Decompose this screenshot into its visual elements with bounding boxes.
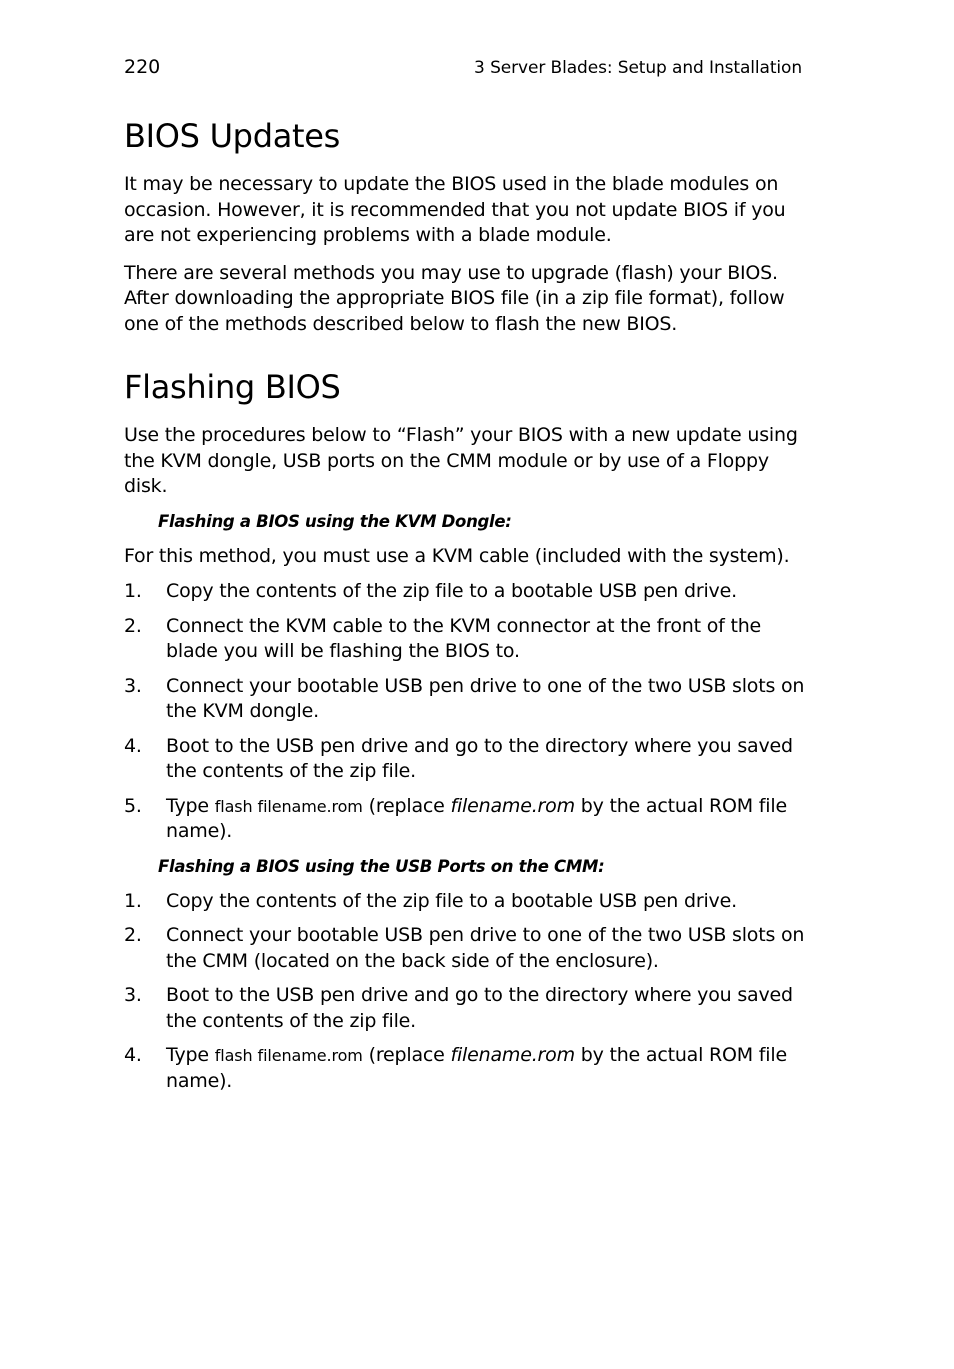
step-text: Copy the contents of the zip file to a bootable USB pen drive.	[166, 889, 737, 912]
step-text-lead: Type	[166, 794, 215, 817]
list-item	[124, 983, 814, 1034]
section-title-bios-updates: BIOS Updates	[124, 117, 341, 155]
step-text-mid: (replace	[362, 1044, 451, 1066]
step-text-tail: by the actual ROM file name).	[166, 1044, 787, 1092]
step-text-mid: (replace	[362, 794, 451, 817]
list-item	[124, 614, 814, 665]
flashing-bios-intro: Use the procedures below to “Flash” your BIOS with a new update using the KVM dongle, USB ports on the CMM module or by use of a Floppy disk.	[124, 424, 798, 497]
step-number: 1.	[124, 580, 142, 602]
step-text-lead: Type	[166, 1044, 215, 1066]
list-item	[124, 889, 814, 915]
subheading-kvm-dongle: Flashing a BIOS using the KVM Dongle:	[158, 511, 512, 531]
kvm-lead-paragraph: For this method, you must use a KVM cable (included with the system).	[124, 544, 790, 567]
kvm-steps-list	[124, 579, 814, 845]
step-text: Boot to the USB pen drive and go to the directory where you saved the contents of the zip file.	[166, 984, 793, 1032]
step-text-tail: by the actual ROM file name).	[166, 794, 787, 842]
step-number: 4.	[124, 734, 142, 757]
list-item	[124, 674, 814, 725]
page-content	[124, 110, 814, 1094]
step-number: 3.	[124, 674, 142, 697]
list-item	[124, 1043, 814, 1094]
step-number: 5.	[124, 794, 142, 817]
list-item	[124, 923, 814, 974]
step-number: 4.	[124, 1044, 142, 1066]
step-number: 3.	[124, 984, 142, 1006]
step-number: 2.	[124, 924, 142, 946]
bios-updates-paragraph-1: It may be necessary to update the BIOS used in the blade modules on occasion. However, it is recommended that you not update BIOS if you are not experiencing problems with a blade module.	[124, 173, 786, 246]
step-number: 1.	[124, 889, 142, 912]
usb-steps-list	[124, 889, 814, 1095]
step-text: Connect the KVM cable to the KVM connector at the front of the blade you will be flashing the BIOS to.	[166, 614, 762, 662]
step-text: Boot to the USB pen drive and go to the directory where you saved the contents of the zip file.	[166, 734, 793, 782]
filename-placeholder: filename.rom	[450, 1044, 575, 1066]
command-text: flash filename.rom	[214, 1046, 363, 1065]
list-item	[124, 579, 814, 605]
list-item	[124, 734, 814, 785]
step-text: Connect your bootable USB pen drive to one of the two USB slots on the CMM (located on the back side of the enclosure).	[166, 924, 805, 972]
running-header: 3 Server Blades: Setup and Installation	[474, 58, 802, 78]
bios-updates-paragraph-2: There are several methods you may use to upgrade (flash) your BIOS. After downloading the appropriate BIOS file (in a zip file format), follow one of the methods described below to flash the new BIOS.	[124, 261, 785, 335]
section-title-flashing-bios: Flashing BIOS	[124, 368, 341, 406]
page-number: 220	[124, 56, 161, 78]
subheading-usb-ports-cmm: Flashing a BIOS using the USB Ports on the CMM:	[158, 856, 605, 876]
step-number: 2.	[124, 614, 142, 637]
step-text: Connect your bootable USB pen drive to one of the two USB slots on the KVM dongle.	[166, 674, 805, 722]
filename-placeholder: filename.rom	[450, 794, 575, 817]
list-item	[124, 794, 814, 845]
step-text: Copy the contents of the zip file to a bootable USB pen drive.	[166, 580, 737, 602]
command-text: flash filename.rom	[214, 796, 363, 816]
